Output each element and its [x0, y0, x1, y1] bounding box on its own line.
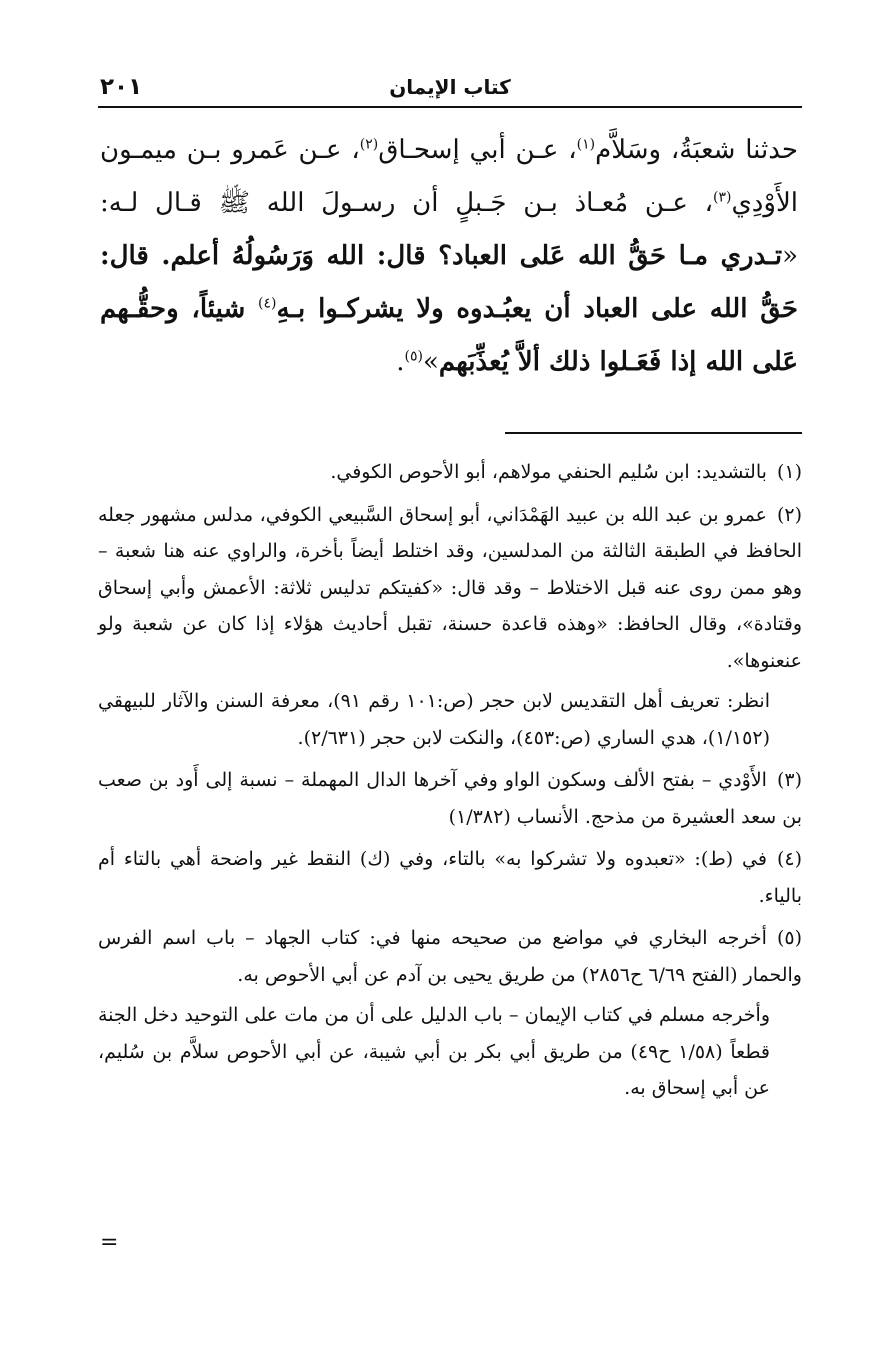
main-text — [100, 124, 798, 389]
main-text-segment: ، عـن أبي إسحـاق — [378, 135, 577, 165]
footnote-text: عمرو بن عبد الله بن عبيد الهَمْدَاني، أبو إسحاق السَّبيعي الكوفي، مدلس مشهور جعله الحافظ في الطبقة الثالثة من المدلسين، وقد اختلط أيضاً بأخرة، والراوي عنه هنا شعبة – وهو ممن روى عنه قبل الاختلاط – وقد قال: «كفيتكم تدليس ثلاثة: الأعمش وأبي إسحاق وقتادة»، وقال الحافظ: «وهذه قاعدة حسنة، تقبل أحاديث هؤلاء إذا كان عن شعبة ولو عنعنوها». — [98, 503, 802, 672]
running-head — [98, 70, 802, 104]
hadith-text: تـدري مـا حَقُّ الله عَلى العباد؟ قال: الله وَرَسُولُهُ أعلم. قال: حَقُّ الله على العباد أن يعبُـدوه ولا يشركـوا بـهِ — [100, 241, 798, 324]
footnote-5-continuation — [98, 997, 802, 1107]
footnote-4 — [98, 841, 802, 914]
footnote-text: بالتشديد: ابن سُليم الحنفي مولاهم، أبو الأحوص الكوفي. — [330, 461, 767, 483]
footnote-ref-1: (١) — [576, 136, 596, 153]
footnote-ref-3: (٣) — [712, 189, 732, 206]
footnote-marker: (١) — [776, 461, 802, 483]
footnote-text: أخرجه البخاري في مواضع من صحيحه منها في: كتاب الجهاد – باب اسم الفرس والحمار (الفتح ٦/٦٩ ح٢٨٥٦) من طريق يحيى بن آدم عن أبي الأحوص به. — [98, 927, 802, 986]
footnote-2-continuation — [98, 683, 802, 756]
hadith-text-continued: شيئاً، وحقُّـهم عَلى الله إذا فَعَـلوا ذلك ألاَّ يُعذِّبَهم — [100, 294, 798, 377]
running-title: كتاب الإيمان — [389, 75, 511, 99]
footnote-ref-2: (٢) — [359, 136, 379, 153]
page-number: ٢٠١ — [100, 74, 143, 100]
footnote-marker: (٢) — [776, 503, 802, 526]
footnote-text: في (ط): «تعبدوه ولا تشركوا به» بالتاء، وفي (ك) النقط غير واضحة أهي بالتاء أم بالياء. — [98, 848, 802, 907]
footnote-text: وأخرجه مسلم في كتاب الإيمان – باب الدليل على أن من مات على التوحيد دخل الجنة قطعاً (١/٥٨ ح٤٩) من طريق أبي بكر بن أبي شيبة، عن أبي الأحوص سلاَّم بن سُليم، عن أبي إسحاق به. — [98, 1004, 771, 1099]
footnote-marker: (٥) — [776, 927, 802, 949]
footnote-text: الأَوْدي – بفتح الألف وسكون الواو وفي آخرها الدال المهملة – نسبة إلى أَود بن صعب بن سعد العشيرة من مذحج. الأنساب (١/٣٨٢) — [98, 769, 802, 828]
footnote-3 — [98, 762, 802, 835]
main-text-intro: حدثنا شعبَةُ، وسَلاَّم — [595, 135, 798, 165]
closing-quote: » — [422, 347, 439, 377]
footnotes — [98, 454, 802, 1113]
footnote-marker: (٤) — [776, 848, 802, 870]
footnote-2 — [98, 497, 802, 680]
footnote-ref-4: (٤) — [258, 295, 277, 312]
full-stop: . — [396, 347, 405, 377]
footnote-ref-5: (٥) — [404, 348, 423, 365]
main-text-segment: ، عـن عَمرو بـن ميمـون الأَوْدِي — [100, 135, 798, 218]
footnote-separator — [505, 432, 802, 434]
footnote-marker: (٣) — [776, 769, 802, 791]
continuation-mark: = — [100, 1230, 119, 1255]
footnote-text: انظر: تعريف أهل التقديس لابن حجر (ص:١٠١ رقم ٩١)، معرفة السنن والآثار للبيهقي (١/١٥٢)، هدي الساري (ص:٤٥٣)، والنكت لابن حجر (٢/٦٣١). — [98, 690, 770, 749]
footnote-1 — [98, 454, 802, 491]
main-text-segment: ، عـن مُعـاذ بـن جَـبلٍ أن رسـولَ الله ﷺ قـال لـه: « — [100, 188, 798, 271]
header-rule — [98, 106, 802, 108]
footnote-5 — [98, 920, 802, 993]
